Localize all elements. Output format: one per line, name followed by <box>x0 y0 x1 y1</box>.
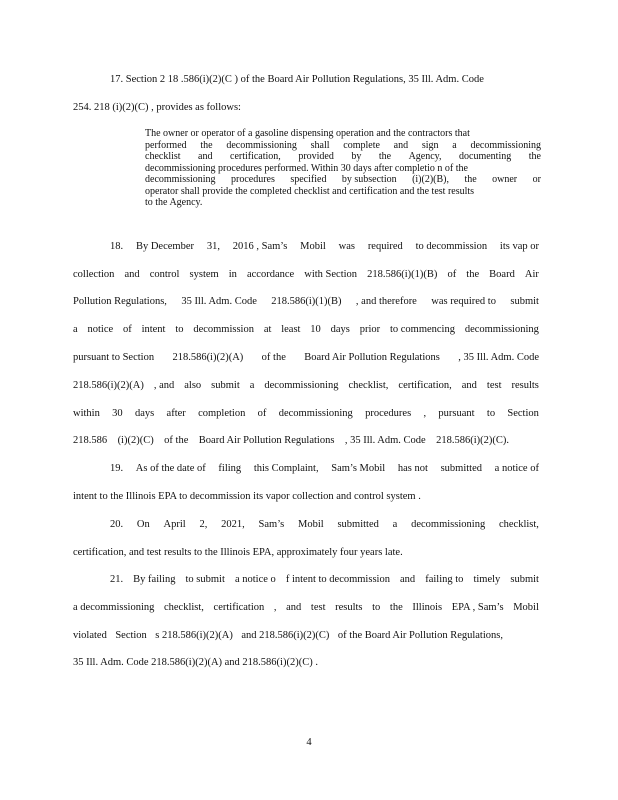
word: 218.586(i)(1)(B) <box>367 269 438 280</box>
word: by <box>351 151 362 162</box>
word: least <box>281 324 301 335</box>
word: Mobil <box>300 241 326 252</box>
word: 218.586(i)(2)(A) <box>172 352 244 363</box>
word: , 35 Ill. Adm. Code <box>344 435 426 446</box>
word: a notice o <box>234 574 276 585</box>
word: a decommissioning <box>73 602 155 613</box>
paragraph-21-line-2 <box>73 602 539 613</box>
word: Section <box>507 408 539 419</box>
word: test <box>310 602 326 613</box>
word: , and <box>153 380 175 391</box>
word: a <box>452 139 457 151</box>
word: system <box>189 269 219 280</box>
word: Mobil <box>513 602 539 613</box>
word: Board <box>489 269 515 280</box>
word: a <box>392 519 398 530</box>
word: (i)(2)(C) <box>117 435 154 446</box>
page-number: 4 <box>306 737 312 748</box>
quote-line-1: The owner or operator of a gasoline dispensing operation and the contractors that <box>145 128 470 139</box>
word: of <box>122 324 132 335</box>
word: and <box>461 380 477 391</box>
word: performed <box>145 139 187 151</box>
paragraph-21-line-4: 35 Ill. Adm. Code 218.586(i)(2)(A) and 218.586(i)(2)(C) . <box>73 657 318 668</box>
word: Agency, <box>408 151 442 162</box>
word: test <box>486 380 502 391</box>
word: 21. <box>110 574 124 585</box>
word: (i)(2)(B), <box>412 174 449 185</box>
word: Sam’s <box>258 519 285 530</box>
word: pursuant to Section <box>73 352 155 363</box>
quote-line-3 <box>145 151 541 163</box>
word: decommissioning <box>470 139 541 151</box>
word: 19. <box>110 463 124 474</box>
paragraph-20-line-1 <box>110 519 539 530</box>
word: notice <box>87 324 114 335</box>
block-quote <box>145 128 541 209</box>
word: after <box>166 408 186 419</box>
paragraph-18-line-7 <box>73 408 539 419</box>
word: of <box>257 408 267 419</box>
word: 218.586(i)(1)(B) <box>271 296 342 307</box>
paragraph-18-line-2 <box>73 269 539 280</box>
word: submit <box>510 296 539 307</box>
word: 218.586(i)(2)(C). <box>436 435 509 446</box>
word: days <box>330 324 350 335</box>
paragraph-17-line-2: 254. 218 (i)(2)(C) , provides as follows: <box>73 102 241 113</box>
word: As of the date of <box>135 463 206 474</box>
word: or <box>532 174 541 185</box>
word: and <box>124 269 140 280</box>
word: and <box>393 139 409 151</box>
word: certification, <box>398 380 452 391</box>
word: 31, <box>206 241 220 252</box>
paragraph-17-line-1: 17. Section 2 18 .586(i)(2)(C ) of the Board Air Pollution Regulations, 35 Ill. Adm. Code <box>110 74 484 85</box>
word: f intent to decommission <box>285 574 390 585</box>
word: and 218.586(i)(2)(C) <box>241 630 330 641</box>
paragraph-18-line-5 <box>73 352 539 363</box>
word: required <box>367 241 403 252</box>
paragraph-18-line-6 <box>73 380 539 391</box>
word: Air <box>524 269 539 280</box>
word: submitted <box>337 519 379 530</box>
word: 2016 , Sam’s <box>232 241 288 252</box>
word: procedures <box>365 408 412 419</box>
word: days <box>134 408 155 419</box>
paragraph-21-line-1 <box>110 574 539 585</box>
word: s 218.586(i)(2)(A) <box>155 630 233 641</box>
word: certification, <box>230 151 281 162</box>
word: decommissioning <box>264 380 339 391</box>
word: results <box>511 380 539 391</box>
word: and <box>198 151 213 162</box>
word: By December <box>135 241 194 252</box>
word: 18. <box>110 241 124 252</box>
word: decommissioning <box>278 408 353 419</box>
word: decommissioning <box>411 519 486 530</box>
word: and <box>400 574 416 585</box>
word: to <box>372 602 381 613</box>
word: the <box>464 174 477 185</box>
paragraph-19-line-1 <box>110 463 539 474</box>
word: 30 <box>112 408 123 419</box>
word: 20. <box>110 519 124 530</box>
word: the <box>200 139 213 151</box>
word: to commencing <box>389 324 455 335</box>
word: filing <box>218 463 242 474</box>
word: by subsection <box>341 174 397 185</box>
word: submitted <box>440 463 482 474</box>
word: 2, <box>199 519 208 530</box>
quote-line-7: to the Agency. <box>145 197 203 208</box>
word: a <box>249 380 255 391</box>
word: of the <box>164 435 189 446</box>
word: procedures <box>231 174 275 185</box>
word: a <box>73 324 78 335</box>
word: decommission <box>193 324 254 335</box>
word: submit <box>211 380 240 391</box>
word: within <box>73 408 100 419</box>
word: owner <box>492 174 518 185</box>
word: of the Board Air Pollution Regulations, <box>337 630 503 641</box>
word: control <box>149 269 180 280</box>
word: Board Air Pollution Regulations <box>198 435 335 446</box>
word: checklist, <box>163 602 204 613</box>
word: the <box>528 151 541 162</box>
word: failing to <box>425 574 464 585</box>
word: has not <box>397 463 428 474</box>
word: Illinois <box>412 602 443 613</box>
word: completion <box>198 408 246 419</box>
word: results <box>335 602 363 613</box>
paragraph-19-line-2: intent to the Illinois EPA to decommission its vapor collection and control system . <box>73 491 421 502</box>
word: intent <box>141 324 166 335</box>
word: this Complaint, <box>253 463 319 474</box>
quote-line-5 <box>145 174 541 186</box>
word: provided <box>298 151 334 162</box>
word: and <box>286 602 302 613</box>
word: documenting <box>459 151 512 162</box>
word: also <box>184 380 202 391</box>
word: its vap or <box>499 241 539 252</box>
word: April <box>163 519 186 530</box>
word: of <box>447 269 457 280</box>
word: pursuant <box>438 408 475 419</box>
word: timely <box>473 574 501 585</box>
word: decommissioning <box>145 174 216 185</box>
word: violated <box>73 630 107 641</box>
quote-line-4: decommissioning procedures performed. Within 30 days after completio n of the <box>145 162 468 174</box>
word: the <box>378 151 392 162</box>
word: On <box>136 519 150 530</box>
word: Sam’s Mobil <box>331 463 386 474</box>
word: a notice of <box>494 463 539 474</box>
word: , <box>423 408 427 419</box>
word: with Section <box>304 269 358 280</box>
word: was required to <box>431 296 496 307</box>
word: 2021, <box>221 519 245 530</box>
quote-line-6: operator shall provide the completed checklist and certification and the test results <box>145 185 475 197</box>
paragraph-20-line-2: certification, and test results to the Illinois EPA, approximately four years late. <box>73 547 403 558</box>
word: decommissioning <box>226 139 297 151</box>
word: to decommission <box>415 241 488 252</box>
word: accordance <box>246 269 295 280</box>
word: of the <box>261 352 286 363</box>
word: checklist, <box>498 519 539 530</box>
word: 218.586 <box>73 435 108 446</box>
quote-line-2 <box>145 140 541 152</box>
word: specified <box>290 174 327 185</box>
word: submit <box>510 574 539 585</box>
word: , 35 Ill. Adm. Code <box>458 352 539 363</box>
paragraph-18-line-8 <box>73 435 509 446</box>
word: complete <box>343 139 380 151</box>
word: to <box>175 324 184 335</box>
word: shall <box>310 139 330 151</box>
word: the <box>466 269 480 280</box>
word: checklist <box>145 151 181 162</box>
word: Section <box>115 630 147 641</box>
word: was <box>338 241 355 252</box>
paragraph-18-line-4 <box>73 324 539 335</box>
word: , and therefore <box>355 296 417 307</box>
word: EPA , Sam’s <box>451 602 504 613</box>
word: Mobil <box>298 519 324 530</box>
word: Board Air Pollution Regulations <box>304 352 440 363</box>
paragraph-18-line-1 <box>110 241 539 252</box>
word: decommissioning <box>464 324 539 335</box>
word: the <box>389 602 403 613</box>
word: sign <box>421 139 439 151</box>
word: 10 <box>310 324 321 335</box>
paragraph-18-line-3 <box>73 296 539 307</box>
paragraph-21-line-3 <box>73 630 503 641</box>
word: prior <box>359 324 381 335</box>
word: at <box>263 324 272 335</box>
word: checklist, <box>348 380 389 391</box>
word: collection <box>73 269 115 280</box>
word: 218.586(i)(2)(A) <box>73 380 144 391</box>
word: , <box>273 602 277 613</box>
word: to submit <box>185 574 225 585</box>
word: 35 Ill. Adm. Code <box>181 296 257 307</box>
word: By failing <box>133 574 176 585</box>
word: to <box>486 408 496 419</box>
word: Pollution Regulations, <box>73 296 167 307</box>
word: in <box>228 269 237 280</box>
word: certification <box>213 602 265 613</box>
